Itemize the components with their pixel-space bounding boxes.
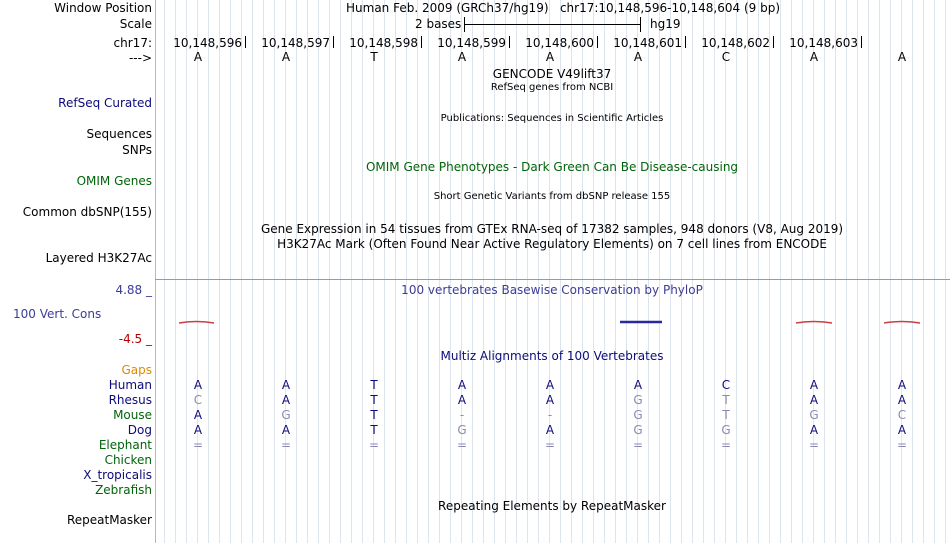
dbsnp-track-center-label[interactable]: Short Genetic Variants from dbSNP release 155 [433, 191, 671, 202]
alignment-base: = [808, 438, 820, 452]
alignment-base: A [457, 378, 467, 392]
species-label[interactable]: X_tropicalis [83, 468, 152, 482]
strand-arrow-label: ---> [128, 51, 152, 65]
alignment-base: T [722, 393, 730, 407]
alignment-base: = [896, 438, 908, 452]
gencode-track-title[interactable]: GENCODE V49lift37 [492, 67, 612, 81]
ruler-position-label: 10,148,601 [613, 36, 682, 50]
phylop-track-center-label[interactable]: 100 vertebrates Basewise Conservation by PhyloP [401, 283, 703, 297]
dbsnp-track-label[interactable]: Common dbSNP(155) [22, 205, 152, 219]
ruler-position-label: 10,148,600 [525, 36, 594, 50]
ruler-position-label: 10,148,597 [261, 36, 330, 50]
alignment-base: G [721, 423, 731, 437]
alignment-base: A [457, 393, 467, 407]
species-label[interactable]: Rhesus [108, 393, 152, 407]
alignment-base: A [545, 393, 555, 407]
alignment-base: = [192, 438, 204, 452]
multiz-track-center-label[interactable]: Multiz Alignments of 100 Vertebrates [440, 349, 664, 363]
sequence-base: A [193, 50, 203, 64]
alignment-base: A [633, 378, 643, 392]
species-label[interactable]: Mouse [113, 408, 152, 422]
phylop-bar-red [179, 322, 214, 324]
h3k27ac-track-center-label[interactable]: H3K27Ac Mark (Often Found Near Active Regulatory Elements) on 7 cell lines from ENCODE [277, 237, 827, 251]
snps-track-label[interactable]: SNPs [122, 143, 152, 157]
species-label[interactable]: Zebrafish [95, 483, 152, 497]
alignment-base: T [370, 393, 378, 407]
ruler-position-label: 10,148,602 [701, 36, 770, 50]
repeatmasker-track-center-label[interactable]: Repeating Elements by RepeatMasker [438, 499, 666, 513]
alignment-base: A [897, 423, 907, 437]
alignment-base: A [897, 393, 907, 407]
alignment-base: A [897, 378, 907, 392]
alignment-base: = [720, 438, 732, 452]
species-label[interactable]: Gaps [121, 363, 152, 377]
alignment-base: C [721, 378, 731, 392]
sequence-base: A [897, 50, 907, 64]
phylop-max-value: 4.88 _ [115, 283, 152, 297]
alignment-base: C [193, 393, 203, 407]
alignment-base: T [722, 408, 730, 422]
alignment-base: A [281, 378, 291, 392]
ruler-position-label: 10,148,598 [349, 36, 418, 50]
scale-value: 2 bases [415, 17, 462, 31]
species-label[interactable]: Human [108, 378, 152, 392]
alignment-base: - [459, 408, 465, 422]
alignment-base: A [809, 393, 819, 407]
alignment-base: A [809, 378, 819, 392]
alignment-base: G [633, 408, 643, 422]
refseq-track-center-label[interactable]: RefSeq genes from NCBI [490, 82, 614, 93]
sequence-base: A [545, 50, 555, 64]
phylop-bar-red [796, 322, 832, 324]
alignment-base: A [545, 423, 555, 437]
alignment-base: - [547, 408, 553, 422]
species-label[interactable]: Dog [127, 423, 152, 437]
sequence-base: C [721, 50, 731, 64]
omim-track-center-label[interactable]: OMIM Gene Phenotypes - Dark Green Can Be Disease-causing [365, 160, 739, 174]
alignment-base: = [632, 438, 644, 452]
sequence-base: A [809, 50, 819, 64]
omim-track-label[interactable]: OMIM Genes [76, 174, 152, 188]
alignment-base: A [193, 408, 203, 422]
window-position-value: Human Feb. 2009 (GRCh37/hg19) chr17:10,148,596-10,148,604 (9 bp) [346, 1, 781, 15]
alignment-base: G [809, 408, 819, 422]
alignment-base: = [280, 438, 292, 452]
ruler-position-label: 10,148,599 [437, 36, 506, 50]
repeatmasker-track-label[interactable]: RepeatMasker [66, 513, 152, 527]
alignment-base: T [370, 408, 378, 422]
alignment-base: T [370, 378, 378, 392]
scale-assembly: hg19 [650, 17, 681, 31]
alignment-base: = [368, 438, 380, 452]
gtex-track-center-label[interactable]: Gene Expression in 54 tissues from GTEx RNA-seq of 17382 samples, 948 donors (V8, Aug 2019) [260, 222, 844, 236]
species-label[interactable]: Elephant [98, 438, 152, 452]
species-label[interactable]: Chicken [104, 453, 152, 467]
phylop-bar-red [884, 322, 920, 324]
refseq-track-label[interactable]: RefSeq Curated [58, 96, 152, 110]
sequence-base: A [281, 50, 291, 64]
publications-track-center-label[interactable]: Publications: Sequences in Scientific Articles [440, 113, 664, 124]
alignment-base: G [457, 423, 467, 437]
alignment-base: T [370, 423, 378, 437]
ruler-position-label: 10,148,603 [789, 36, 858, 50]
sequence-base: A [457, 50, 467, 64]
alignment-base: G [281, 408, 291, 422]
alignment-base: A [193, 378, 203, 392]
alignment-base: A [809, 423, 819, 437]
window-position-label: Window Position [54, 1, 152, 15]
sequence-base: T [370, 50, 378, 64]
sequence-base: A [633, 50, 643, 64]
alignment-base: G [633, 423, 643, 437]
phylop-min-value: -4.5 _ [118, 332, 152, 346]
alignment-base: A [193, 423, 203, 437]
phylop-track-label[interactable]: 100 Vert. Cons [13, 307, 102, 321]
alignment-base: A [281, 393, 291, 407]
alignment-base: A [281, 423, 291, 437]
h3k27ac-track-label[interactable]: Layered H3K27Ac [45, 251, 152, 265]
alignment-base: = [456, 438, 468, 452]
ruler-position-label: 10,148,596 [173, 36, 242, 50]
chrom-label: chr17: [113, 36, 152, 50]
alignment-base: C [897, 408, 907, 422]
alignment-base: = [544, 438, 556, 452]
sequences-track-label[interactable]: Sequences [86, 127, 152, 141]
alignment-base: G [633, 393, 643, 407]
scale-label: Scale [119, 17, 152, 31]
alignment-base: A [545, 378, 555, 392]
